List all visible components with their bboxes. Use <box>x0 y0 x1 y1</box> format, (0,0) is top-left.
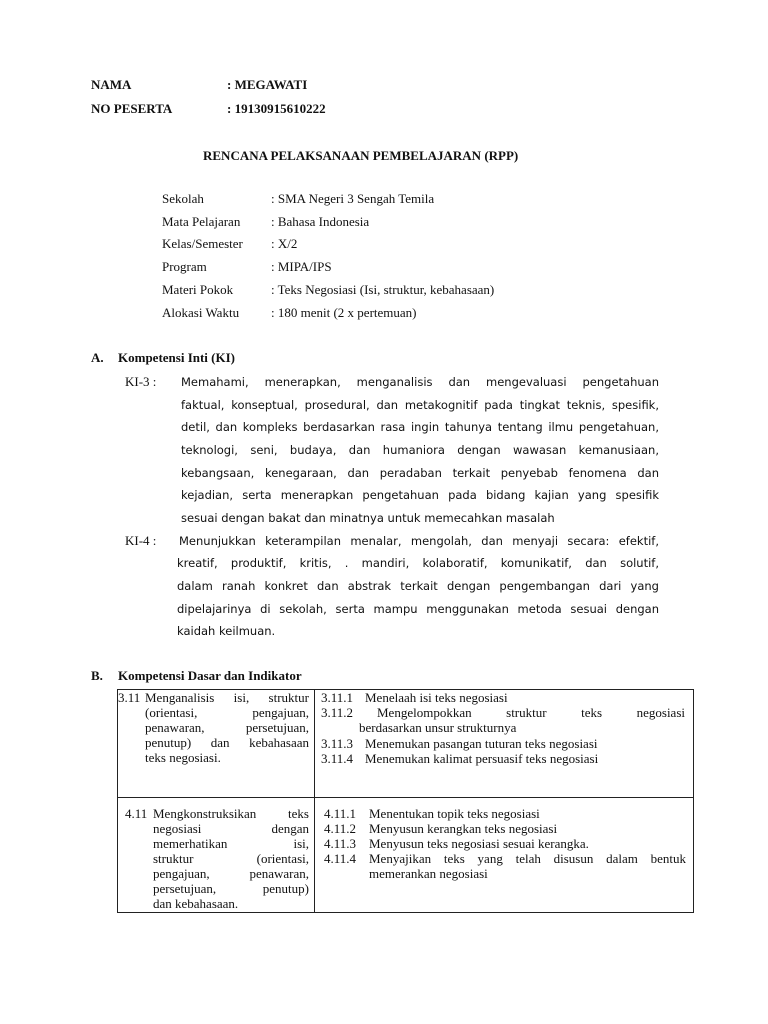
ki4-line: dalam ranah konkret dan abstrak terkait dengan pengembangan dari yang <box>177 579 659 593</box>
identity-label: Materi Pokok <box>162 282 234 297</box>
section-b-letter: B. <box>91 668 103 683</box>
indicator-number: 4.11.4 <box>324 851 357 866</box>
indicator-cell <box>315 798 694 913</box>
nama-label: NAMA <box>91 77 132 92</box>
section-a-letter: A. <box>91 350 104 365</box>
identity-label: Kelas/Semester <box>162 236 243 251</box>
ki4-line: kaidah keilmuan. <box>177 624 276 638</box>
ki3-line: faktual, konseptual, prosedural, dan metakognitif pada tingkat teknis, spesifik, <box>181 398 659 412</box>
nama-value: : MEGAWATI <box>227 77 308 92</box>
indicator-text: Menemukan pasangan tuturan teks negosiasi <box>365 736 598 751</box>
identity-label: Sekolah <box>162 191 204 206</box>
indicator-number: 4.11.1 <box>324 806 357 821</box>
ki4-line: dipelajarinya di sekolah, serta mampu menggunakan metoda sesuai dengan <box>177 602 659 616</box>
kd-line: Mengkonstruksikan teks <box>153 806 309 821</box>
kd-indicator-table <box>117 689 694 913</box>
section-b-title: Kompetensi Dasar dan Indikator <box>118 668 302 683</box>
table-row <box>118 690 694 798</box>
kd-description <box>145 690 309 765</box>
identity-value: : X/2 <box>271 236 298 251</box>
kd-line: (orientasi, pengajuan, <box>145 705 309 720</box>
kd-cell <box>118 690 315 798</box>
indicator-number: 3.11.3 <box>321 736 354 751</box>
indicator-text: Menyajikan teks yang telah disusun dalam bentuk <box>369 851 686 866</box>
indicator-text: Menyusun kerangkan teks negosiasi <box>369 821 558 836</box>
identity-value: : Bahasa Indonesia <box>271 214 370 229</box>
kd-line: teks negosiasi. <box>145 750 221 765</box>
identity-label: Mata Pelajaran <box>162 214 241 229</box>
ki3-line: Memahami, menerapkan, menganalisis dan mengevaluasi pengetahuan <box>181 375 659 389</box>
table-row <box>118 798 694 913</box>
kd-number: 3.11 <box>118 690 141 705</box>
ki3-label: KI-3 : <box>125 374 157 389</box>
indicator-number: 3.11.4 <box>321 751 354 766</box>
ki3-line: teknologi, seni, budaya, dan humaniora dengan wawasan kemanusiaan, <box>181 443 659 457</box>
ki3-line: sesuai dengan bakat dan minatnya untuk memecahkan masalah <box>181 511 555 525</box>
kd-line: negosiasi dengan <box>153 821 309 836</box>
kd-number: 4.11 <box>125 806 148 821</box>
kd-line: penawaran, persetujuan, <box>145 720 309 735</box>
indicator-cell <box>315 690 694 798</box>
indicator-number: 4.11.3 <box>324 836 357 851</box>
indicator-text: Menelaah isi teks negosiasi <box>365 690 508 705</box>
indicator-text: memerankan negosiasi <box>369 866 488 881</box>
indicator-number: 3.11.2 <box>321 705 354 720</box>
kd-description <box>153 806 309 911</box>
ki4-line: Menunjukkan keterampilan menalar, mengolah, dan menyaji secara: efektif, <box>179 534 659 548</box>
ki3-line: kejadian, serta menerapkan pengetahuan pada bidang kajian yang spesifik <box>181 488 659 502</box>
kd-cell <box>118 798 315 913</box>
ki3-line: kebangsaan, kenegaraan, dan peradaban terkait penyebab fenomena dan <box>181 466 659 480</box>
kd-line: penutup) dan kebahasaan <box>145 735 309 750</box>
ki3-line: detil, dan kompleks berdasarkan rasa ingin tahunya tentang ilmu pengetahuan, <box>181 420 659 434</box>
page-title: RENCANA PELAKSANAAN PEMBELAJARAN (RPP) <box>203 148 519 163</box>
ki4-label: KI-4 : <box>125 533 157 548</box>
indicator-text: Menentukan topik teks negosiasi <box>369 806 540 821</box>
kd-line: persetujuan, penutup) <box>153 881 309 896</box>
identity-value: : MIPA/IPS <box>271 259 332 274</box>
identity-value: : SMA Negeri 3 Sengah Temila <box>271 191 435 206</box>
indicator-text: Menemukan kalimat persuasif teks negosiasi <box>365 751 599 766</box>
peserta-label: NO PESERTA <box>91 101 173 116</box>
kd-line: pengajuan, penawaran, <box>153 866 309 881</box>
kd-line: memerhatikan isi, <box>153 836 309 851</box>
indicator-number: 4.11.2 <box>324 821 357 836</box>
indicator-text: Menyusun teks negosiasi sesuai kerangka. <box>369 836 589 851</box>
kd-line: struktur (orientasi, <box>153 851 309 866</box>
identity-value: : 180 menit (2 x pertemuan) <box>271 305 417 320</box>
ki4-line: kreatif, produktif, kritis, . mandiri, kolaboratif, komunikatif, dan solutif, <box>177 556 659 570</box>
identity-label: Alokasi Waktu <box>162 305 240 320</box>
identity-value: : Teks Negosiasi (Isi, struktur, kebahasaan) <box>271 282 495 297</box>
identity-label: Program <box>162 259 207 274</box>
indicator-text: Mengelompokkan struktur teks negosiasi <box>377 705 685 720</box>
indicator-text: berdasarkan unsur strukturnya <box>359 720 517 735</box>
section-a-title: Kompetensi Inti (KI) <box>118 350 235 365</box>
peserta-value: : 19130915610222 <box>227 101 326 116</box>
kd-line: dan kebahasaan. <box>153 896 239 911</box>
kd-line: Menganalisis isi, struktur <box>145 690 309 705</box>
indicator-number: 3.11.1 <box>321 690 354 705</box>
